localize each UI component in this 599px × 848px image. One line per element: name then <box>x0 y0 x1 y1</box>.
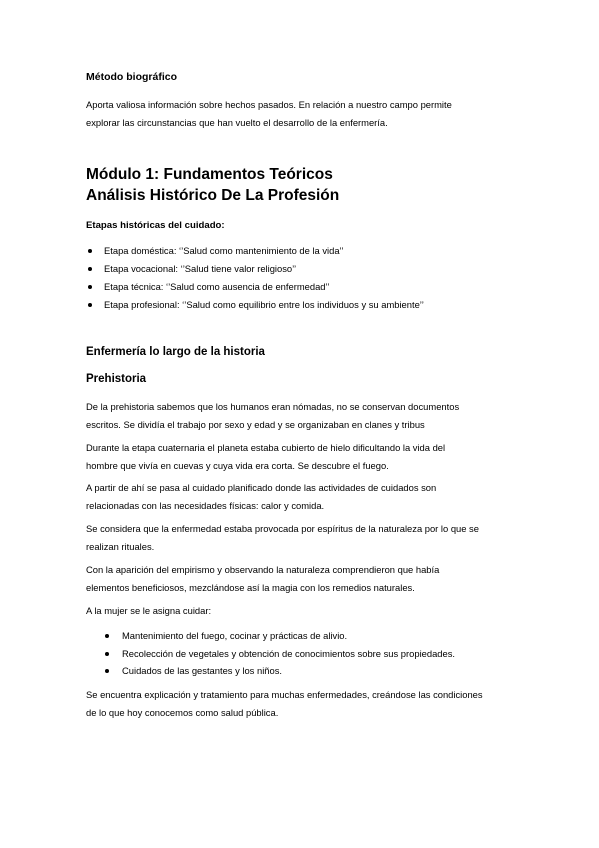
section-title-metodo: Método biográfico <box>86 71 177 83</box>
bullet-icon <box>88 303 92 307</box>
paragraph-line: Aporta valiosa información sobre hechos pasados. En relación a nuestro campo permite <box>86 99 452 110</box>
prehistoria-heading: Prehistoria <box>86 373 147 385</box>
paragraph-line: A partir de ahí se pasa al cuidado planificado donde las actividades de cuidados son <box>86 482 437 493</box>
bullet-icon <box>88 267 92 271</box>
paragraph-line: Con la aparición del empirismo y observando la naturaleza comprendieron que había <box>86 564 440 575</box>
list-item: Cuidados de las gestantes y los niños. <box>122 665 282 676</box>
paragraph-line: realizan rituales. <box>86 541 155 552</box>
list-item: Etapa doméstica: ‘’Salud como mantenimiento de la vida’’ <box>104 245 344 256</box>
bullet-icon <box>105 652 109 656</box>
list-item: Recolección de vegetales y obtención de conocimientos sobre sus propiedades. <box>122 648 456 659</box>
paragraph-line: De la prehistoria sabemos que los humanos eran nómadas, no se conservan documentos <box>86 401 460 412</box>
list-item: Etapa técnica: ‘’Salud como ausencia de enfermedad’’ <box>104 281 330 292</box>
paragraph-line: A la mujer se le asigna cuidar: <box>86 605 212 616</box>
paragraph-line: Se encuentra explicación y tratamiento para muchas enfermedades, creándose las condiciones <box>86 689 483 700</box>
bullet-icon <box>105 669 109 673</box>
etapas-heading: Etapas históricas del cuidado: <box>86 220 225 231</box>
bullet-icon <box>88 249 92 253</box>
paragraph-line: Se considera que la enfermedad estaba provocada por espíritus de la naturaleza por lo que se <box>86 523 479 534</box>
module-subtitle: Análisis Histórico De La Profesión <box>86 187 340 204</box>
bullet-icon <box>88 285 92 289</box>
paragraph-line: explorar las circunstancias que han vuelto el desarrollo de la enfermería. <box>86 117 388 128</box>
list-item: Etapa profesional: ‘’Salud como equilibrio entre los individuos y su ambiente’’ <box>104 299 424 310</box>
paragraph-line: relacionadas con las necesidades físicas: calor y comida. <box>86 500 325 511</box>
paragraph-line: elementos beneficiosos, mezclándose así la magia con los remedios naturales. <box>86 582 415 593</box>
bullet-icon <box>105 634 109 638</box>
list-item: Mantenimiento del fuego, cocinar y prácticas de alivio. <box>122 630 348 641</box>
list-item: Etapa vocacional: ‘’Salud tiene valor religioso’’ <box>104 263 297 274</box>
paragraph-line: escritos. Se dividía el trabajo por sexo y edad y se organizaban en clanes y tribus <box>86 419 425 430</box>
historia-heading: Enfermería lo largo de la historia <box>86 346 265 358</box>
paragraph-line: de lo que hoy conocemos como salud pública. <box>86 707 279 718</box>
module-title: Módulo 1: Fundamentos Teóricos <box>86 166 333 183</box>
paragraph-line: hombre que vivía en cuevas y cuya vida era corta. Se descubre el fuego. <box>86 460 389 471</box>
paragraph-line: Durante la etapa cuaternaria el planeta estaba cubierto de hielo dificultando la vida del <box>86 442 446 453</box>
